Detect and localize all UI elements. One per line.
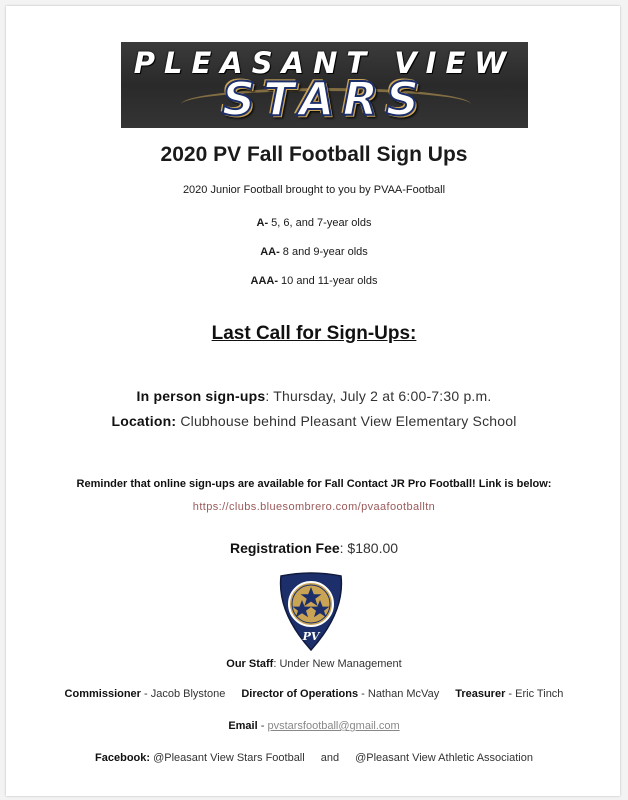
facebook-and: and — [320, 752, 340, 764]
staff-value: : Under New Management — [273, 658, 402, 670]
staff-line — [0, 658, 628, 670]
division-aa — [0, 246, 628, 258]
location-value: Clubhouse behind Pleasant View Elementary School — [176, 413, 517, 429]
in-person-label: In person sign-ups — [136, 388, 266, 404]
fee-value: : $180.00 — [339, 540, 399, 556]
facebook-page-athletic: @Pleasant View Athletic Association — [355, 752, 533, 764]
officer-name: - Jacob Blystone — [140, 688, 226, 700]
facebook-label: Facebook: — [95, 752, 151, 764]
emblem-monogram: PV — [302, 630, 320, 643]
division-label: A- — [256, 217, 269, 229]
location-label: Location: — [111, 413, 177, 429]
banner-bottom-text: STARS — [221, 72, 428, 126]
officer-name: - Eric Tinch — [505, 688, 564, 700]
division-a — [0, 217, 628, 229]
location-line — [0, 413, 628, 429]
staff-label: Our Staff — [226, 658, 274, 670]
reminder-text: Reminder that online sign-ups are available for Fall Contact JR Pro Football! Link is below: — [76, 478, 552, 490]
in-person-signups — [0, 388, 628, 404]
facebook-line — [0, 752, 628, 764]
registration-fee — [0, 540, 628, 556]
page-title: 2020 PV Fall Football Sign Ups — [160, 143, 468, 166]
officer-role: Director of Operations — [241, 688, 359, 700]
officer-name: - Nathan McVay — [358, 688, 440, 700]
stars-banner-logo — [121, 42, 528, 128]
division-ages: 10 and 11-year olds — [278, 275, 378, 287]
division-label: AAA- — [250, 275, 278, 287]
subtitle: 2020 Junior Football brought to you by PVAA-Football — [182, 184, 446, 196]
signup-link[interactable]: https://clubs.bluesombrero.com/pvaafootballtn — [192, 501, 436, 513]
email-label: Email — [228, 720, 258, 732]
division-ages: 8 and 9-year olds — [279, 246, 368, 258]
in-person-value: : Thursday, July 2 at 6:00-7:30 p.m. — [265, 388, 492, 404]
banner-top-text: PLEASANT VIEW — [133, 46, 516, 80]
division-label: AA- — [260, 246, 280, 258]
officers-line — [0, 688, 628, 700]
email-address-link[interactable]: pvstarsfootball@gmail.com — [267, 720, 400, 732]
facebook-page-stars: @Pleasant View Stars Football — [150, 752, 305, 764]
last-call-heading: Last Call for Sign-Ups: — [211, 323, 417, 344]
fee-label: Registration Fee — [229, 540, 340, 556]
division-aaa — [0, 275, 628, 287]
division-ages: 5, 6, and 7-year olds — [268, 217, 372, 229]
email-line — [0, 720, 628, 732]
email-separator: - — [257, 720, 268, 732]
tristar-shield-icon — [275, 572, 347, 652]
officer-role: Treasurer — [455, 688, 506, 700]
officer-role: Commissioner — [64, 688, 141, 700]
